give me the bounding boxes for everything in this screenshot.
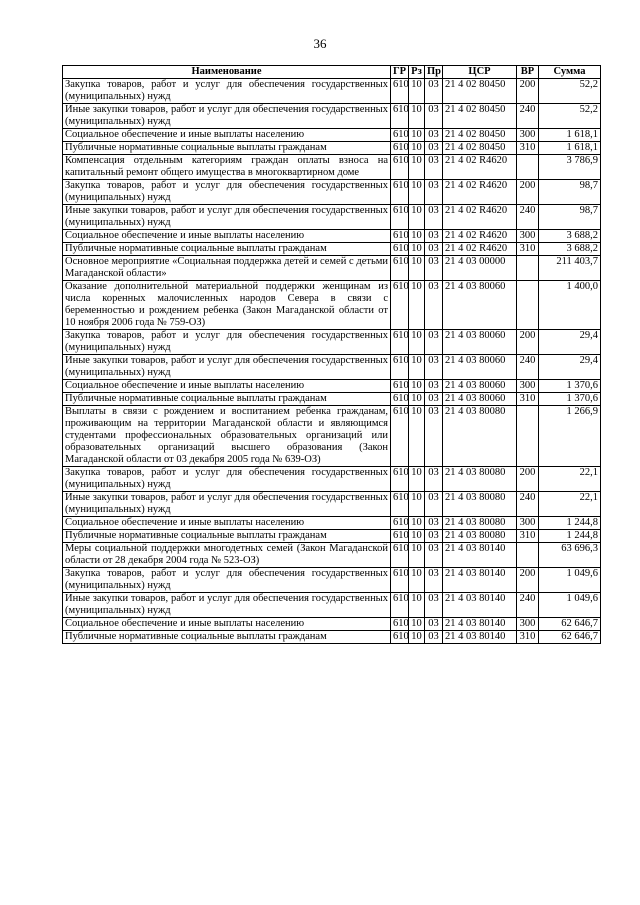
cell-name: Социальное обеспечение и иные выплаты населению — [63, 517, 391, 530]
cell-rz: 10 — [409, 355, 425, 380]
cell-vr: 310 — [517, 243, 539, 256]
page-number: 36 — [313, 36, 327, 51]
cell-gr: 610 — [391, 467, 409, 492]
cell-rz: 10 — [409, 205, 425, 230]
cell-csr: 21 4 03 80140 — [443, 543, 517, 568]
cell-rz: 10 — [409, 104, 425, 129]
table-row — [63, 517, 601, 530]
cell-pr: 03 — [425, 568, 443, 593]
cell-sum: 3 786,9 — [539, 155, 601, 180]
cell-sum: 1 244,8 — [539, 530, 601, 543]
table-row — [63, 129, 601, 142]
table-row — [63, 393, 601, 406]
cell-name: Иные закупки товаров, работ и услуг для обеспечения государственных (муниципальных) нужд — [63, 104, 391, 129]
cell-gr: 610 — [391, 380, 409, 393]
cell-sum: 1 370,6 — [539, 393, 601, 406]
header-name: Наименование — [63, 66, 391, 79]
cell-sum: 22,1 — [539, 467, 601, 492]
cell-name: Иные закупки товаров, работ и услуг для обеспечения государственных (муниципальных) нужд — [63, 593, 391, 618]
cell-gr: 610 — [391, 393, 409, 406]
cell-gr: 610 — [391, 530, 409, 543]
cell-vr — [517, 406, 539, 467]
table-row — [63, 530, 601, 543]
cell-gr: 610 — [391, 517, 409, 530]
cell-pr: 03 — [425, 155, 443, 180]
header-gr: ГР — [391, 66, 409, 79]
cell-pr: 03 — [425, 406, 443, 467]
cell-rz: 10 — [409, 243, 425, 256]
table-row — [63, 406, 601, 467]
cell-vr — [517, 543, 539, 568]
cell-csr: 21 4 03 80060 — [443, 393, 517, 406]
cell-csr: 21 4 02 80450 — [443, 104, 517, 129]
cell-sum: 211 403,7 — [539, 256, 601, 281]
cell-vr: 300 — [517, 230, 539, 243]
cell-pr: 03 — [425, 593, 443, 618]
cell-vr: 240 — [517, 355, 539, 380]
cell-name: Публичные нормативные социальные выплаты гражданам — [63, 393, 391, 406]
cell-name: Иные закупки товаров, работ и услуг для обеспечения государственных (муниципальных) нужд — [63, 355, 391, 380]
header-rz: Рз — [409, 66, 425, 79]
cell-pr: 03 — [425, 281, 443, 330]
cell-vr: 300 — [517, 618, 539, 631]
cell-vr — [517, 256, 539, 281]
table-row — [63, 618, 601, 631]
cell-pr: 03 — [425, 205, 443, 230]
cell-name: Социальное обеспечение и иные выплаты населению — [63, 230, 391, 243]
header-csr: ЦСР — [443, 66, 517, 79]
cell-name: Иные закупки товаров, работ и услуг для обеспечения государственных (муниципальных) нужд — [63, 492, 391, 517]
cell-rz: 10 — [409, 568, 425, 593]
cell-gr: 610 — [391, 142, 409, 155]
cell-vr — [517, 155, 539, 180]
cell-name: Закупка товаров, работ и услуг для обеспечения государственных (муниципальных) нужд — [63, 467, 391, 492]
cell-rz: 10 — [409, 281, 425, 330]
cell-csr: 21 4 03 80140 — [443, 631, 517, 644]
cell-rz: 10 — [409, 256, 425, 281]
cell-gr: 610 — [391, 618, 409, 631]
cell-sum: 63 696,3 — [539, 543, 601, 568]
cell-pr: 03 — [425, 393, 443, 406]
cell-sum: 62 646,7 — [539, 631, 601, 644]
cell-csr: 21 4 03 80080 — [443, 492, 517, 517]
cell-gr: 610 — [391, 256, 409, 281]
cell-vr: 200 — [517, 330, 539, 355]
cell-vr: 300 — [517, 380, 539, 393]
cell-gr: 610 — [391, 631, 409, 644]
cell-name: Публичные нормативные социальные выплаты гражданам — [63, 142, 391, 155]
cell-pr: 03 — [425, 330, 443, 355]
cell-csr: 21 4 03 80140 — [443, 593, 517, 618]
cell-sum: 1 618,1 — [539, 142, 601, 155]
cell-rz: 10 — [409, 631, 425, 644]
cell-sum: 52,2 — [539, 104, 601, 129]
cell-gr: 610 — [391, 593, 409, 618]
cell-vr: 310 — [517, 631, 539, 644]
table-row — [63, 230, 601, 243]
cell-pr: 03 — [425, 129, 443, 142]
cell-csr: 21 4 03 80060 — [443, 380, 517, 393]
cell-gr: 610 — [391, 330, 409, 355]
cell-csr: 21 4 02 R4620 — [443, 205, 517, 230]
cell-gr: 610 — [391, 243, 409, 256]
cell-rz: 10 — [409, 618, 425, 631]
cell-pr: 03 — [425, 256, 443, 281]
cell-pr: 03 — [425, 517, 443, 530]
cell-rz: 10 — [409, 230, 425, 243]
table-row — [63, 492, 601, 517]
cell-vr: 200 — [517, 568, 539, 593]
table-row — [63, 467, 601, 492]
cell-rz: 10 — [409, 79, 425, 104]
cell-name: Основное мероприятие «Социальная поддержка детей и семей с детьми Магаданской области» — [63, 256, 391, 281]
cell-rz: 10 — [409, 142, 425, 155]
cell-rz: 10 — [409, 406, 425, 467]
cell-sum: 1 370,6 — [539, 380, 601, 393]
cell-name: Закупка товаров, работ и услуг для обеспечения государственных (муниципальных) нужд — [63, 79, 391, 104]
table-header-row — [63, 66, 601, 79]
cell-name: Социальное обеспечение и иные выплаты населению — [63, 129, 391, 142]
cell-name: Выплаты в связи с рождением и воспитанием ребенка гражданам, проживающим на территории Магаданской области и являющимся студентами профессиональных образовательных организаций или образовательных организаций высшего образования (Закон Магаданской области от 03 декабря 2005 года № 639-ОЗ) — [63, 406, 391, 467]
cell-vr: 240 — [517, 593, 539, 618]
cell-gr: 610 — [391, 281, 409, 330]
table-row — [63, 543, 601, 568]
cell-rz: 10 — [409, 380, 425, 393]
cell-sum: 98,7 — [539, 205, 601, 230]
cell-rz: 10 — [409, 393, 425, 406]
cell-sum: 1 049,6 — [539, 568, 601, 593]
cell-sum: 1 049,6 — [539, 593, 601, 618]
cell-pr: 03 — [425, 243, 443, 256]
table-row — [63, 355, 601, 380]
table-row — [63, 79, 601, 104]
cell-gr: 610 — [391, 230, 409, 243]
cell-pr: 03 — [425, 543, 443, 568]
cell-csr: 21 4 03 80140 — [443, 568, 517, 593]
cell-sum: 98,7 — [539, 180, 601, 205]
cell-sum: 3 688,2 — [539, 243, 601, 256]
cell-rz: 10 — [409, 330, 425, 355]
cell-csr: 21 4 02 R4620 — [443, 155, 517, 180]
cell-csr: 21 4 02 R4620 — [443, 243, 517, 256]
cell-sum: 52,2 — [539, 79, 601, 104]
cell-gr: 610 — [391, 104, 409, 129]
table-row — [63, 631, 601, 644]
cell-name: Меры социальной поддержки многодетных семей (Закон Магаданской области от 28 декабря 2004 года № 523-ОЗ) — [63, 543, 391, 568]
cell-name: Социальное обеспечение и иные выплаты населению — [63, 380, 391, 393]
cell-gr: 610 — [391, 355, 409, 380]
cell-gr: 610 — [391, 79, 409, 104]
cell-sum: 1 266,9 — [539, 406, 601, 467]
cell-gr: 610 — [391, 155, 409, 180]
table-row — [63, 243, 601, 256]
cell-gr: 610 — [391, 129, 409, 142]
table-row — [63, 104, 601, 129]
cell-rz: 10 — [409, 543, 425, 568]
cell-csr: 21 4 03 80060 — [443, 281, 517, 330]
cell-rz: 10 — [409, 593, 425, 618]
cell-vr: 310 — [517, 142, 539, 155]
table-row — [63, 142, 601, 155]
cell-pr: 03 — [425, 355, 443, 380]
cell-sum: 29,4 — [539, 355, 601, 380]
table-row — [63, 180, 601, 205]
cell-sum: 1 244,8 — [539, 517, 601, 530]
cell-vr: 240 — [517, 104, 539, 129]
cell-sum: 3 688,2 — [539, 230, 601, 243]
cell-vr: 310 — [517, 530, 539, 543]
cell-gr: 610 — [391, 406, 409, 467]
cell-csr: 21 4 03 80140 — [443, 618, 517, 631]
cell-rz: 10 — [409, 467, 425, 492]
cell-name: Оказание дополнительной материальной поддержки женщинам из числа коренных малочисленных народов Севера в связи с беременностью и рождением ребенка (Закон Магаданской области от 10 ноября 2006 года № 759-ОЗ) — [63, 281, 391, 330]
cell-gr: 610 — [391, 180, 409, 205]
cell-csr: 21 4 03 00000 — [443, 256, 517, 281]
cell-sum: 1 400,0 — [539, 281, 601, 330]
header-sum: Сумма — [539, 66, 601, 79]
cell-csr: 21 4 02 80450 — [443, 129, 517, 142]
cell-pr: 03 — [425, 631, 443, 644]
cell-gr: 610 — [391, 568, 409, 593]
cell-pr: 03 — [425, 530, 443, 543]
cell-vr: 200 — [517, 180, 539, 205]
cell-vr: 300 — [517, 517, 539, 530]
cell-pr: 03 — [425, 467, 443, 492]
cell-csr: 21 4 03 80060 — [443, 330, 517, 355]
cell-csr: 21 4 03 80080 — [443, 530, 517, 543]
table-row — [63, 380, 601, 393]
cell-name: Иные закупки товаров, работ и услуг для обеспечения государственных (муниципальных) нужд — [63, 205, 391, 230]
cell-pr: 03 — [425, 230, 443, 243]
cell-name: Закупка товаров, работ и услуг для обеспечения государственных (муниципальных) нужд — [63, 180, 391, 205]
table-row — [63, 568, 601, 593]
cell-sum: 1 618,1 — [539, 129, 601, 142]
cell-sum: 29,4 — [539, 330, 601, 355]
cell-rz: 10 — [409, 530, 425, 543]
cell-pr: 03 — [425, 180, 443, 205]
cell-vr: 310 — [517, 393, 539, 406]
cell-gr: 610 — [391, 492, 409, 517]
cell-sum: 62 646,7 — [539, 618, 601, 631]
table-row — [63, 155, 601, 180]
cell-vr: 300 — [517, 129, 539, 142]
cell-name: Социальное обеспечение и иные выплаты населению — [63, 618, 391, 631]
cell-pr: 03 — [425, 618, 443, 631]
table-body — [63, 79, 601, 644]
budget-table — [62, 65, 601, 644]
cell-rz: 10 — [409, 180, 425, 205]
cell-rz: 10 — [409, 129, 425, 142]
cell-pr: 03 — [425, 104, 443, 129]
table-row — [63, 330, 601, 355]
cell-name: Публичные нормативные социальные выплаты гражданам — [63, 530, 391, 543]
cell-gr: 610 — [391, 543, 409, 568]
table-row — [63, 593, 601, 618]
cell-csr: 21 4 02 80450 — [443, 79, 517, 104]
cell-vr: 240 — [517, 205, 539, 230]
cell-csr: 21 4 03 80080 — [443, 406, 517, 467]
table-row — [63, 205, 601, 230]
cell-vr — [517, 281, 539, 330]
cell-vr: 200 — [517, 467, 539, 492]
cell-rz: 10 — [409, 517, 425, 530]
cell-csr: 21 4 02 R4620 — [443, 180, 517, 205]
cell-name: Компенсация отдельным категориям граждан оплаты взноса на капитальный ремонт общего имущества в многоквартирном доме — [63, 155, 391, 180]
cell-pr: 03 — [425, 79, 443, 104]
table-row — [63, 281, 601, 330]
cell-csr: 21 4 03 80080 — [443, 517, 517, 530]
cell-sum: 22,1 — [539, 492, 601, 517]
cell-vr: 200 — [517, 79, 539, 104]
table-row — [63, 256, 601, 281]
cell-csr: 21 4 02 80450 — [443, 142, 517, 155]
cell-rz: 10 — [409, 492, 425, 517]
cell-pr: 03 — [425, 492, 443, 517]
cell-gr: 610 — [391, 205, 409, 230]
cell-csr: 21 4 03 80080 — [443, 467, 517, 492]
cell-vr: 240 — [517, 492, 539, 517]
cell-pr: 03 — [425, 142, 443, 155]
cell-pr: 03 — [425, 380, 443, 393]
cell-csr: 21 4 02 R4620 — [443, 230, 517, 243]
cell-name: Публичные нормативные социальные выплаты гражданам — [63, 243, 391, 256]
header-vr: ВР — [517, 66, 539, 79]
cell-csr: 21 4 03 80060 — [443, 355, 517, 380]
cell-name: Публичные нормативные социальные выплаты гражданам — [63, 631, 391, 644]
cell-rz: 10 — [409, 155, 425, 180]
cell-name: Закупка товаров, работ и услуг для обеспечения государственных (муниципальных) нужд — [63, 568, 391, 593]
cell-name: Закупка товаров, работ и услуг для обеспечения государственных (муниципальных) нужд — [63, 330, 391, 355]
header-pr: Пр — [425, 66, 443, 79]
